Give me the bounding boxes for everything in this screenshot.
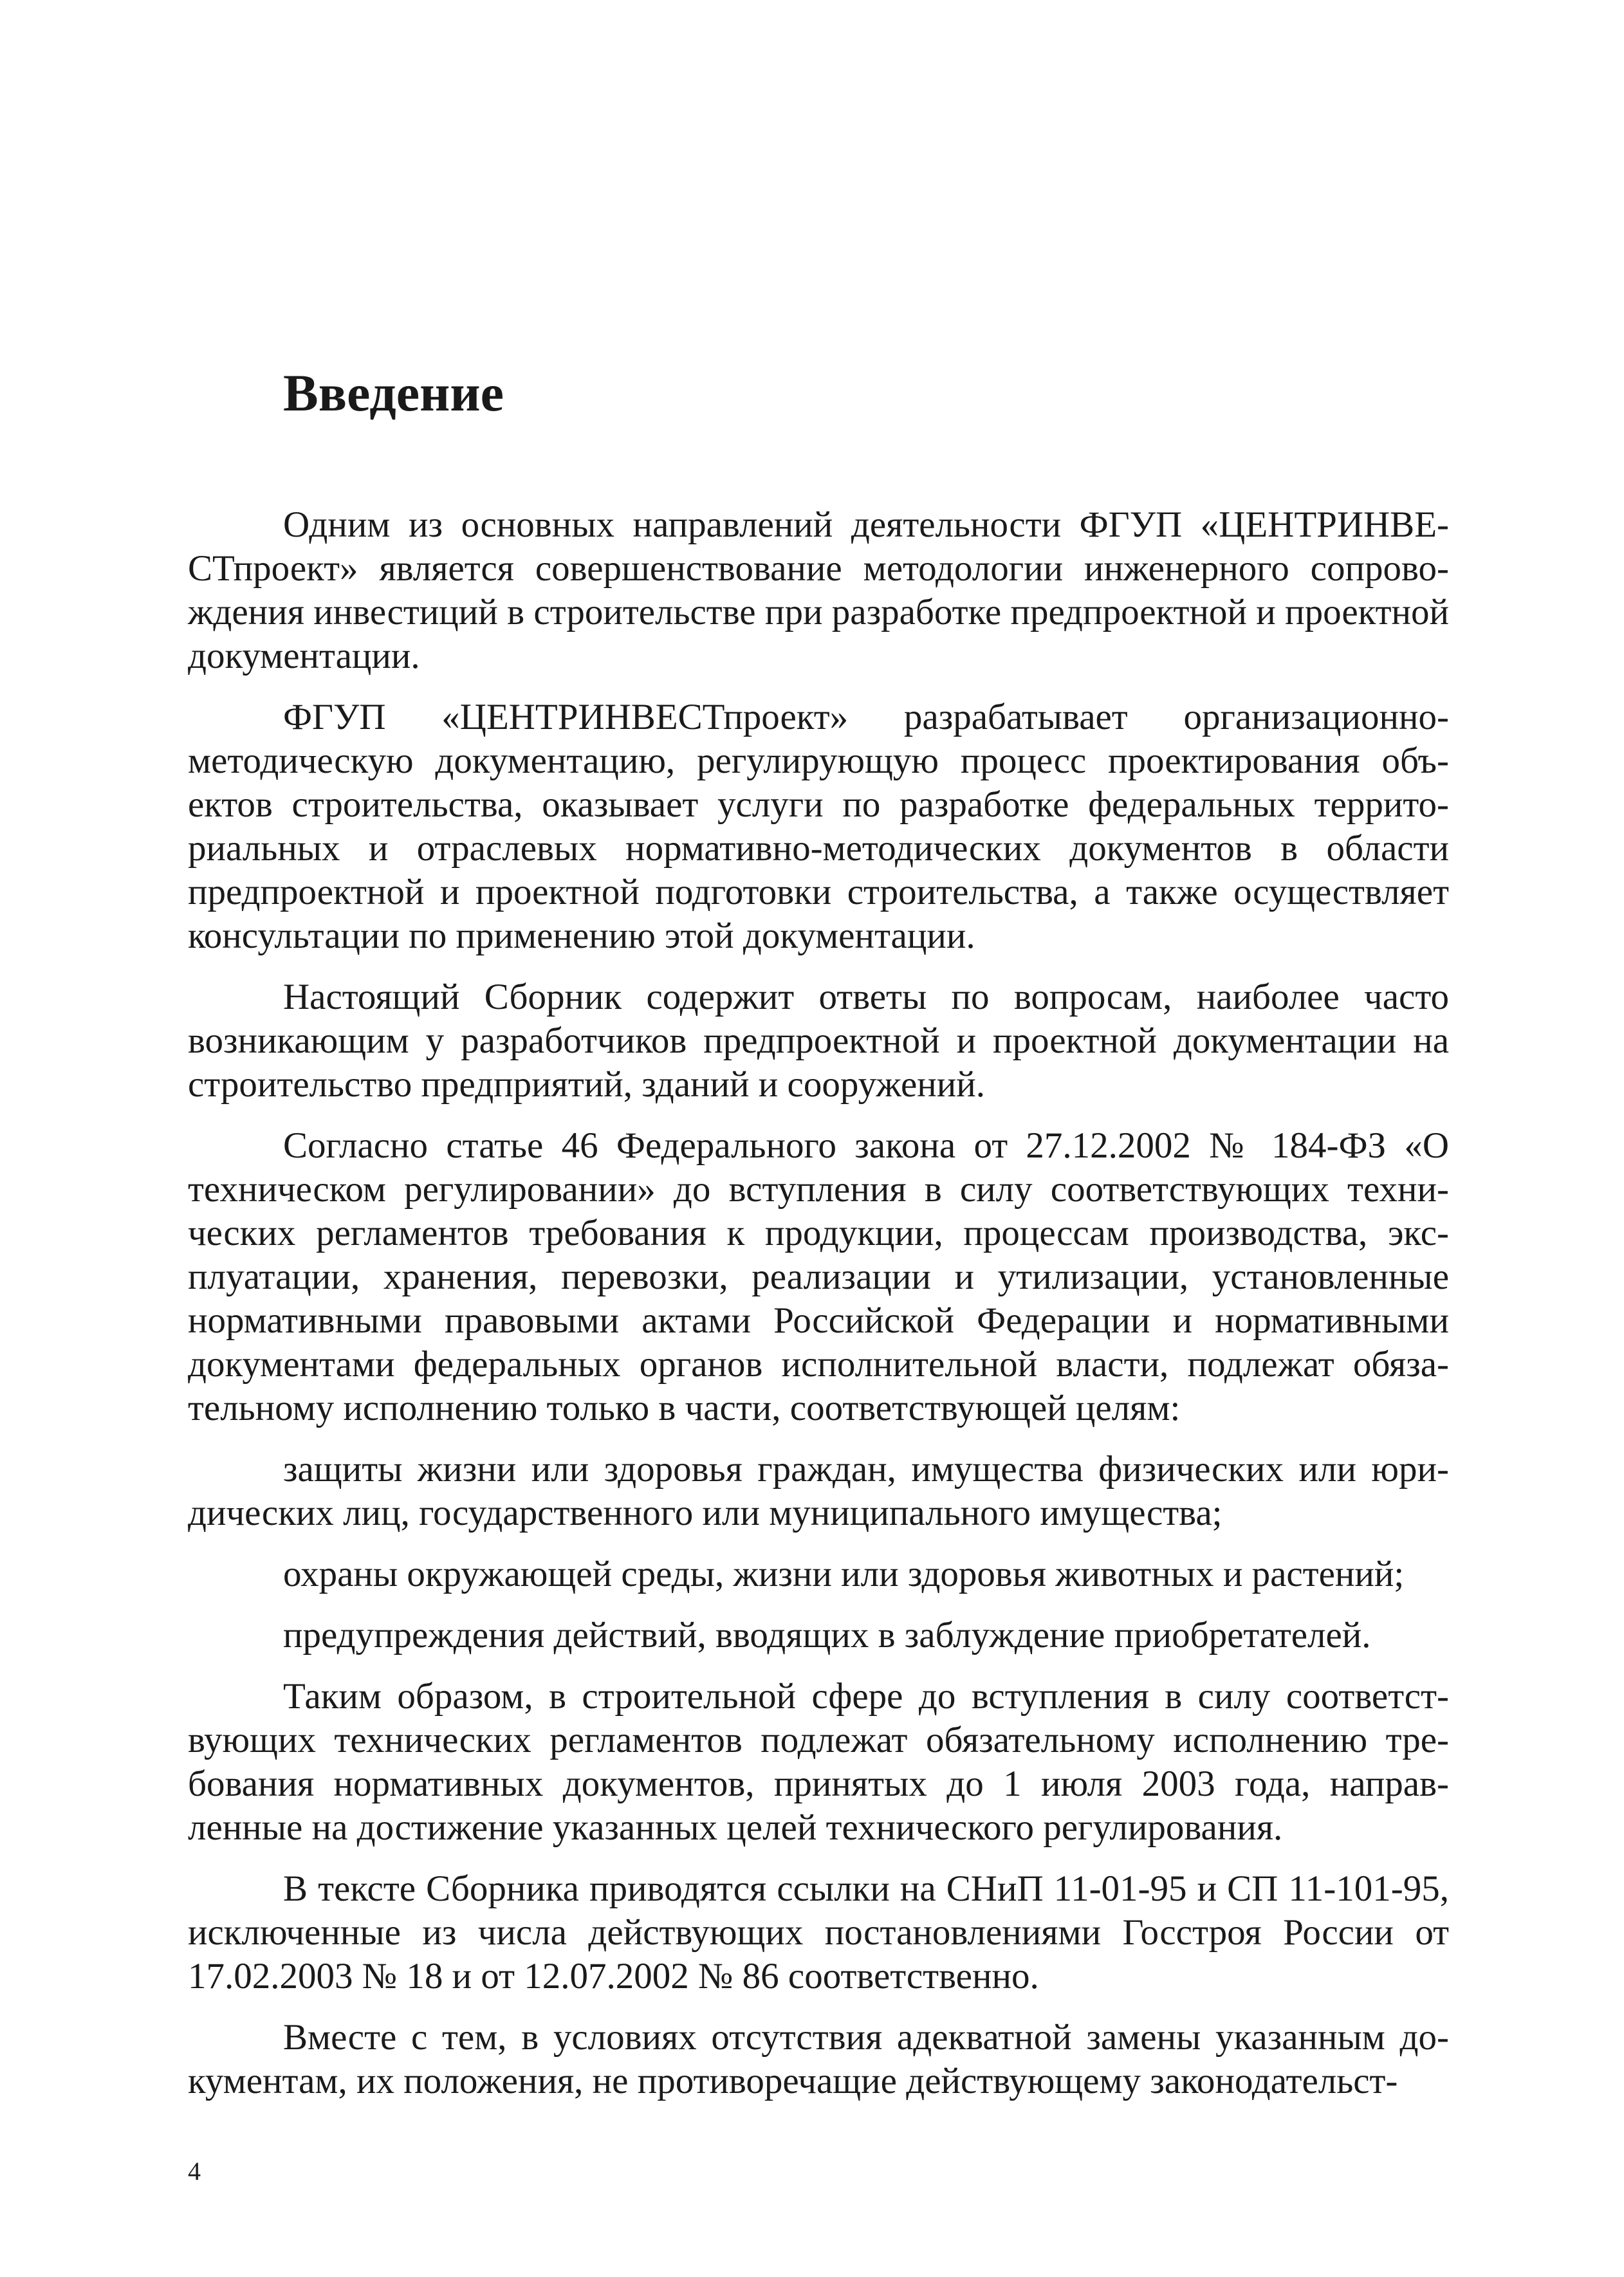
body-text bbox=[188, 503, 1449, 2121]
paragraph-law: Согласно статье 46 Федерального закона от 27.12.2002 № 184-ФЗ «О техническом регулировании» до вступления в силу соответствующих технических регламентов требования к продукции, процессам производства, эксплуатации, хранения, перевозки, реализации и утилизации, установленные нормативными правовыми актами Российской Федерации и нормативными документами федеральных органов исполнительной власти, подлежат обязательному исполнению только в части, соответствующей целям: bbox=[188, 1125, 1449, 1428]
paragraph-activities: ФГУП «ЦЕНТРИНВЕСТпроект» разрабатывает организационно-методическую документацию, регулирующую процесс проектирования объектов строительства, оказывает услуги по разработке федеральных территориальных и отраслевых нормативно-методических документов в области предпроектной и проектной подготовки строительства, а также осуществляет консультации по применению этой документации. bbox=[188, 697, 1449, 956]
paragraph-collection: Настоящий Сборник содержит ответы по вопросам, наиболее часто возникающим у разработчиков предпроектной и проектной документации на строительство предприятий, зданий и сооружений. bbox=[188, 977, 1449, 1105]
page-title: Введение bbox=[283, 364, 504, 422]
paragraph-continuation: Вместе с тем, в условиях отсутствия адекватной замены указанным документам, их положения, не противоречащие действующему законодательст- bbox=[188, 2017, 1449, 2101]
paragraph-conclusion: Таким образом, в строительной сфере до вступления в силу соответствующих технических регламентов подлежат обязательному исполнению требования нормативных документов, принятых до 1 июля 2003 года, направленные на достижение указанных целей технического регулирования. bbox=[188, 1676, 1449, 1848]
paragraph-references: В тексте Сборника приводятся ссылки на СНиП 11-01-95 и СП 11-101-95, исключенные из числа действующих постановлениями Госстроя России от 17.02.2003 № 18 и от 12.07.2002 № 86 соответственно. bbox=[188, 1868, 1449, 1996]
list-item-prevention: предупреждения действий, вводящих в заблуждение приобретателей. bbox=[283, 1615, 1371, 1655]
page-number: 4 bbox=[188, 2157, 201, 2186]
list-item-environment: охраны окружающей среды, жизни или здоровья животных и растений; bbox=[283, 1554, 1405, 1594]
paragraph-intro: Одним из основных направлений деятельности ФГУП «ЦЕНТРИНВЕСТпроект» является совершенствование методологии инженерного сопровождения инвестиций в строительстве при разработке предпроектной и проектной документации. bbox=[188, 504, 1449, 676]
list-item-protection: защиты жизни или здоровья граждан, имущества физических или юридических лиц, государственного или муниципального имущества; bbox=[188, 1449, 1449, 1533]
